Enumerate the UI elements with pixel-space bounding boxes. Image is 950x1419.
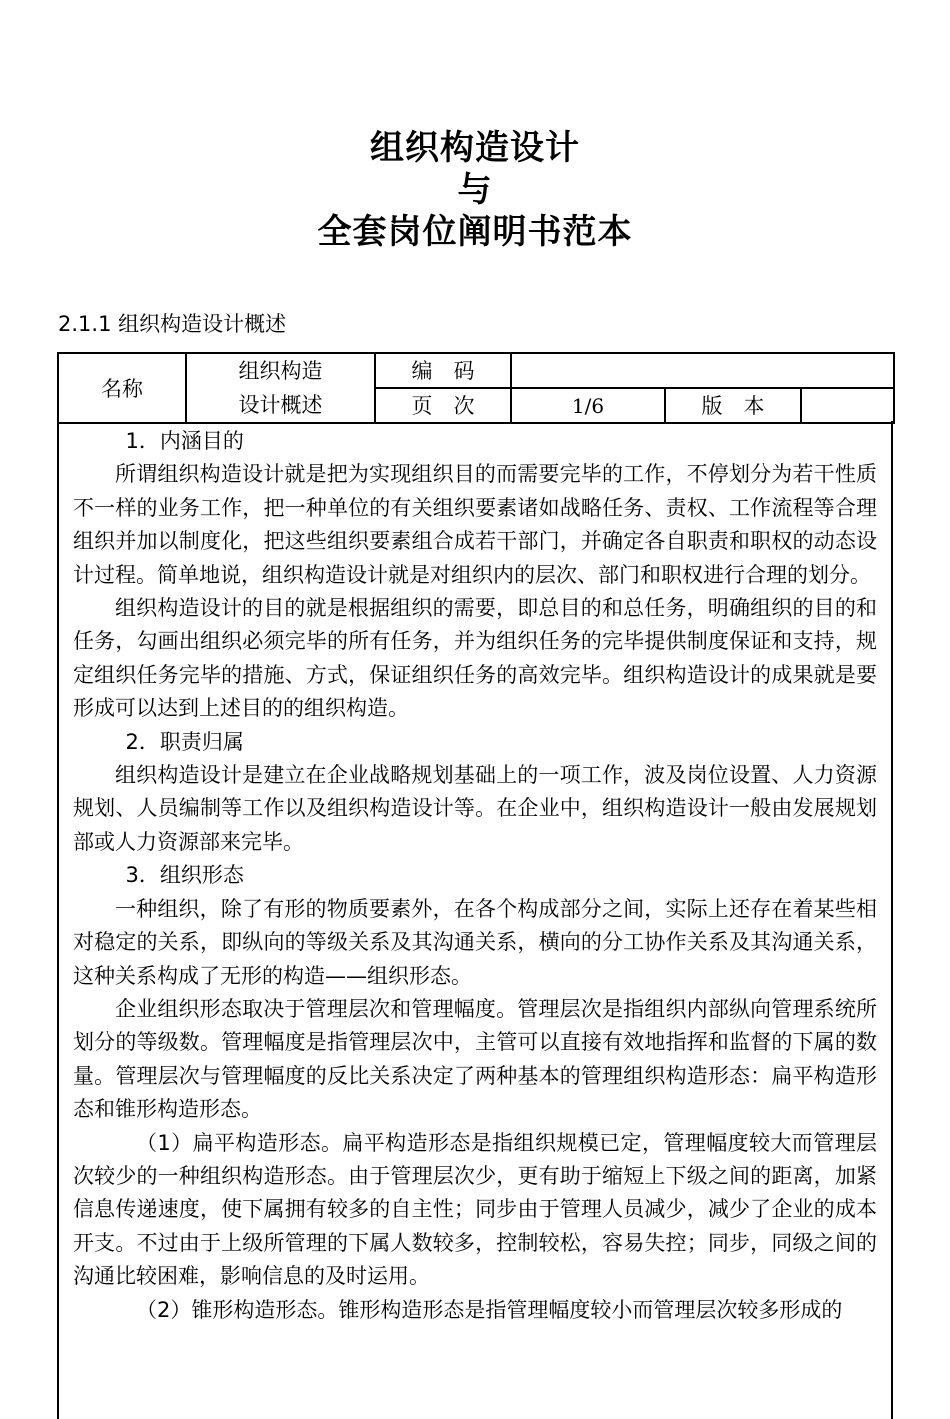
name-value-line-1: 组织构造: [238, 359, 323, 383]
document-title-line-3: 全套岗位阐明书范本: [317, 212, 633, 252]
info-table: [57, 352, 895, 424]
paragraph-flat-structure: （1）扁平构造形态。扁平构造形态是指组织规模已定，管理幅度较大而管理层次较少的一种组织构造形态。由于管理层次少，更有助于缩短上下级之间的距离，加紧信息传递速度，使下属拥有较多的自主性；同步由于管理人员减少，减少了企业的成本开支。不过由于上级所管理的下属人数较多，控制较松，容易失控；同步，同级之间的沟通比较困难，影响信息的及时运用。: [73, 1130, 877, 1289]
version-value-cell: [801, 388, 894, 423]
page-value-cell: [511, 388, 665, 423]
content-box: [57, 421, 893, 1419]
code-value-cell: [511, 353, 894, 388]
code-label-cell: [375, 353, 511, 388]
paragraph-responsibility: 组织构造设计是建立在企业战略规划基础上的一项工作，波及岗位设置、人力资源规划、人员编制等工作以及组织构造设计等。在企业中，组织构造设计一般由发展规划部或人力资源部来完毕。: [73, 763, 877, 854]
paragraph-definition: 所谓组织构造设计就是把为实现组织目的而需要完毕的工作，不停划分为若干性质不一样的业务工作，把一种单位的有关组织要素诸如战略任务、责权、工作流程等合理组织并加以制度化，把这些组织要素组合成若干部门，并确定各自职责和职权的动态设计过程。简单地说，组织构造设计就是对组织内的层次、部门和职权进行合理的划分。: [73, 462, 877, 587]
name-value-cell: [186, 353, 375, 423]
name-value-line-2: 设计概述: [238, 393, 323, 417]
paragraph-tall-structure: （2）锥形构造形态。锥形构造形态是指管理幅度较小而管理层次较多形成的: [136, 1297, 843, 1322]
heading-purpose: 1．内涵目的: [125, 429, 244, 453]
section-heading: 2.1.1 组织构造设计概述: [58, 312, 287, 336]
version-label-cell: [665, 388, 801, 423]
paragraph-form-intro: 一种组织，除了有形的物质要素外，在各个构成部分之间，实际上还存在着某些相对稳定的关系，即纵向的等级关系及其沟通关系，横向的分工协作关系及其沟通关系，这种关系构成了无形的构造——组织形态。: [73, 896, 877, 988]
paragraph-goal: 组织构造设计的目的就是根据组织的需要，即总目的和总任务，明确组织的目的和任务，勾画出组织必须完毕的所有任务，并为组织任务的完毕提供制度保证和支持，规定组织任务完毕的措施、方式，保证组织任务的高效完毕。组织构造设计的成果就是要形成可以达到上述目的的组织构造。: [73, 596, 877, 721]
code-label: 编 码: [411, 358, 475, 383]
version-label: 版 本: [701, 393, 765, 418]
heading-responsibility: 2．职责归属: [125, 729, 244, 754]
page-value: 1/6: [571, 393, 605, 418]
heading-form: 3．组织形态: [125, 863, 244, 888]
document-title-line-1: 组织构造设计: [370, 128, 580, 168]
name-label-cell: [58, 353, 186, 423]
paragraph-form-levels: 企业组织形态取决于管理层次和管理幅度。管理层次是指组织内部纵向管理系统所划分的等级数。管理幅度是指管理层次中，主管可以直接有效地指挥和监督的下属的数量。管理层次与管理幅度的反比关系决定了两种基本的管理组织构造形态：扁平构造形态和锥形构造形态。: [73, 996, 877, 1122]
page-label: 页 次: [411, 393, 475, 418]
content-body: [59, 421, 891, 1327]
name-label: 名称: [101, 377, 143, 401]
page-label-cell: [375, 388, 511, 423]
document-title-line-2: 与: [457, 170, 493, 210]
